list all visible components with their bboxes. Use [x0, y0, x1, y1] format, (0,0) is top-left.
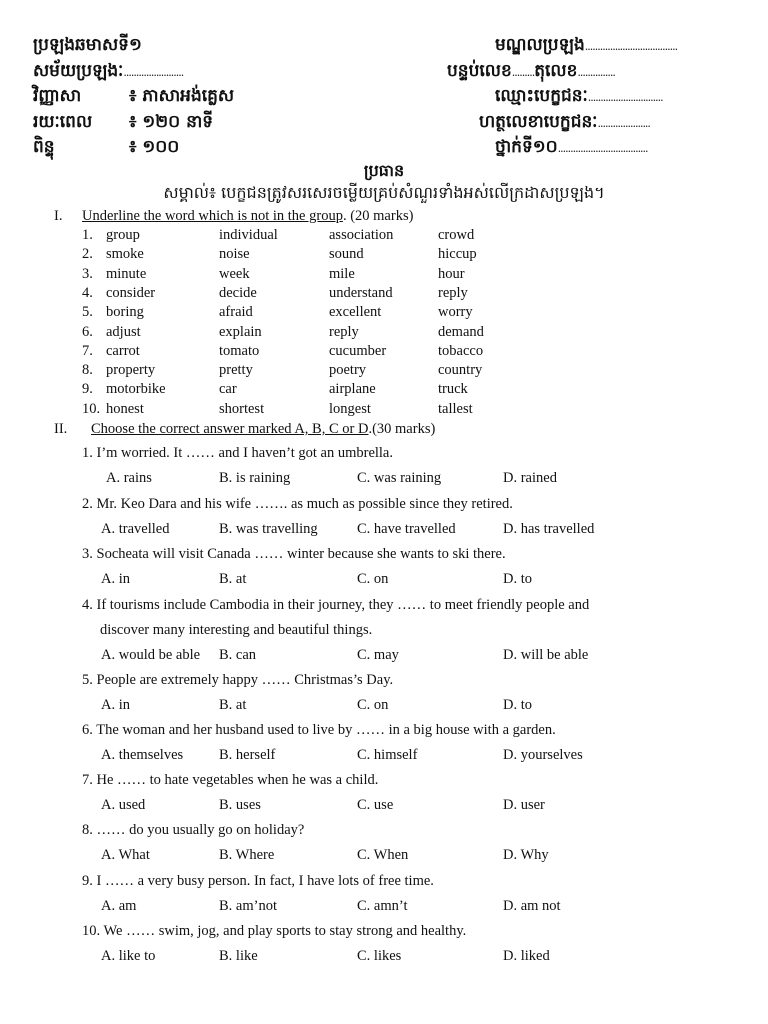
answer-option-a[interactable]: A. themselves: [101, 747, 184, 763]
answer-option-c[interactable]: C. amn’t: [357, 898, 408, 914]
question-text: 10. We …… swim, jog, and play sports to stay strong and healthy.: [82, 923, 467, 939]
header-row-3: [33, 85, 733, 111]
row-number: 10.: [82, 400, 101, 417]
question-text: 1. I’m worried. It …… and I haven’t got an umbrella.: [82, 445, 393, 461]
exam-name: ប្រឡងឆមាសទី១: [33, 35, 142, 55]
word-option[interactable]: smoke: [106, 246, 144, 263]
word-option[interactable]: explain: [219, 323, 262, 340]
answer-option-c[interactable]: C. on: [357, 697, 389, 713]
answer-option-b[interactable]: B. at: [219, 571, 247, 587]
word-option[interactable]: truck: [438, 381, 468, 398]
word-option[interactable]: group: [106, 227, 140, 243]
row-number: 3.: [82, 265, 93, 282]
word-option[interactable]: country: [438, 362, 483, 379]
question-text: 4. If tourisms include Cambodia in their journey, they …… to meet friendly people and: [82, 597, 590, 613]
subject-label: វិញ្ញាសា: [33, 86, 82, 106]
word-option[interactable]: poetry: [329, 362, 367, 379]
word-option[interactable]: association: [329, 227, 394, 243]
word-option[interactable]: carrot: [106, 342, 140, 359]
score-value: ៖ ១០០: [129, 137, 180, 157]
answer-option-b[interactable]: B. like: [219, 948, 258, 964]
instruction-note: សម្គាល់៖ បេក្ខជនត្រូវសរសេរចម្លើយគ្រប់សំណួរទាំងអស់លើក្រដាសប្រឡង។: [163, 183, 605, 202]
answer-option-a[interactable]: A. like to: [101, 948, 156, 964]
word-option[interactable]: individual: [219, 227, 278, 243]
page-title: ប្រធាន: [363, 161, 405, 180]
word-option[interactable]: longest: [329, 400, 371, 417]
word-option[interactable]: worry: [438, 304, 473, 321]
candidate-signature-label: ហត្ថលេខាបេក្ខជនៈ.....................: [479, 111, 650, 132]
answer-option-c[interactable]: C. may: [357, 647, 399, 663]
word-option[interactable]: car: [219, 381, 237, 398]
answer-options: [0, 470, 768, 490]
answer-option-a[interactable]: A. used: [101, 797, 146, 813]
word-option[interactable]: hiccup: [438, 246, 477, 263]
answer-option-b[interactable]: B. Where: [219, 847, 275, 863]
answer-options: [0, 571, 768, 591]
word-option[interactable]: minute: [106, 265, 147, 282]
answer-option-b[interactable]: B. herself: [219, 747, 276, 763]
answer-option-c[interactable]: C. use: [357, 797, 394, 813]
word-option[interactable]: demand: [438, 323, 484, 340]
candidate-name-label: ឈ្មោះបេក្ខជនៈ..............................: [495, 86, 663, 106]
answer-option-b[interactable]: B. can: [219, 647, 257, 663]
word-option[interactable]: tomato: [219, 342, 260, 359]
word-option[interactable]: crowd: [438, 227, 475, 243]
exam-center-label: មណ្ឌលប្រឡង.....................................: [495, 35, 678, 55]
question-text: 8. …… do you usually go on holiday?: [82, 822, 305, 838]
word-option[interactable]: tallest: [438, 400, 473, 417]
score-label: ពិន្ទុ: [33, 137, 55, 157]
answer-option-c[interactable]: C. on: [357, 571, 389, 587]
row-number: 7.: [82, 342, 93, 359]
answer-options: [0, 847, 768, 867]
word-option[interactable]: mile: [329, 265, 355, 282]
word-option[interactable]: tobacco: [438, 342, 484, 359]
section-2-heading: II. Choose the correct answer marked A, B, C or D.(30 marks): [54, 421, 436, 437]
word-option[interactable]: consider: [106, 284, 156, 301]
answer-option-c[interactable]: C. have travelled: [357, 521, 456, 537]
answer-option-b[interactable]: B. at: [219, 697, 247, 713]
word-option[interactable]: sound: [329, 246, 364, 263]
word-option[interactable]: understand: [329, 284, 393, 301]
row-number: 1.: [82, 227, 93, 243]
row-number: 8.: [82, 362, 93, 379]
answer-options: [0, 521, 768, 541]
word-option[interactable]: noise: [219, 246, 250, 263]
word-option[interactable]: hour: [438, 265, 465, 282]
answer-option-a[interactable]: A. travelled: [101, 521, 170, 537]
answer-option-d[interactable]: D. Why: [503, 847, 549, 863]
section-1-instruction: Underline the word which is not in the group: [82, 208, 343, 224]
row-number: 5.: [82, 304, 93, 321]
word-option[interactable]: week: [219, 265, 250, 282]
answer-option-c[interactable]: C. When: [357, 847, 409, 863]
header-row-1: [33, 34, 733, 60]
word-option[interactable]: honest: [106, 400, 144, 417]
row-number: 6.: [82, 323, 93, 340]
answer-options: [0, 797, 768, 817]
answer-option-a[interactable]: A. am: [101, 898, 137, 914]
answer-options: [0, 747, 768, 767]
row-number: 2.: [82, 246, 93, 263]
word-option[interactable]: motorbike: [106, 381, 166, 398]
answer-option-d[interactable]: D. am not: [503, 898, 561, 914]
section-1-heading: I. Underline the word which is not in the group. (20 marks): [54, 208, 414, 224]
word-option[interactable]: boring: [106, 304, 144, 321]
answer-option-c[interactable]: C. himself: [357, 747, 418, 763]
answer-options: [0, 898, 768, 918]
word-option[interactable]: excellent: [329, 304, 382, 321]
answer-option-d[interactable]: D. to: [503, 571, 532, 587]
answer-option-b[interactable]: B. is raining: [219, 470, 291, 486]
word-option[interactable]: reply: [329, 323, 359, 340]
answer-option-c[interactable]: C. likes: [357, 948, 402, 964]
answer-options: [0, 697, 768, 717]
answer-option-a[interactable]: A. What: [101, 847, 150, 863]
answer-option-d[interactable]: D. has travelled: [503, 521, 595, 537]
answer-option-d[interactable]: D. rained: [503, 470, 557, 486]
answer-option-d[interactable]: D. will be able: [503, 647, 589, 663]
question-text: 9. I …… a very busy person. In fact, I have lots of free time.: [82, 873, 434, 889]
exam-session-label: សម័យប្រឡងៈ........................: [33, 60, 184, 81]
word-option[interactable]: property: [106, 362, 156, 379]
word-option[interactable]: shortest: [219, 400, 265, 417]
word-option[interactable]: adjust: [106, 323, 141, 340]
answer-option-d[interactable]: D. liked: [503, 948, 550, 964]
answer-option-d[interactable]: D. to: [503, 697, 532, 713]
word-option[interactable]: reply: [438, 284, 468, 301]
answer-options: [0, 647, 768, 667]
question-text: 2. Mr. Keo Dara and his wife ……. as much as possible since they retired.: [82, 496, 513, 512]
header-row-2: [33, 60, 733, 86]
word-option[interactable]: decide: [219, 284, 257, 301]
question-text: 7. He …… to hate vegetables when he was a child.: [82, 772, 379, 788]
word-option[interactable]: pretty: [219, 362, 253, 379]
duration-value: ៖ ១២០ នាទី: [129, 111, 214, 132]
answer-options: [0, 948, 768, 968]
word-option[interactable]: afraid: [219, 304, 253, 321]
duration-label: រយៈពេល: [33, 111, 93, 132]
question-text: 3. Socheata will visit Canada …… winter because she wants to ski there.: [82, 546, 506, 562]
answer-option-a[interactable]: A. rains: [106, 470, 152, 486]
subject-value: ៖ ភាសាអង់គ្លេស: [129, 86, 235, 106]
room-and-desk-label: បន្ទប់លេខ.........តុលេខ...............: [447, 60, 615, 81]
answer-option-b[interactable]: B. was travelling: [219, 521, 318, 537]
word-option[interactable]: airplane: [329, 381, 376, 398]
answer-option-c[interactable]: C. was raining: [357, 470, 442, 486]
question-text: 6. The woman and her husband used to live by …… in a big house with a garden.: [82, 722, 556, 738]
answer-option-b[interactable]: B. am’not: [219, 898, 277, 914]
answer-option-d[interactable]: D. yourselves: [503, 747, 583, 763]
row-number: 4.: [82, 284, 93, 301]
question-text-continued: discover many interesting and beautiful things.: [100, 622, 373, 638]
answer-option-d[interactable]: D. user: [503, 797, 545, 813]
word-option[interactable]: cucumber: [329, 342, 387, 359]
row-number: 9.: [82, 381, 93, 398]
header-row-5: [33, 136, 733, 162]
exam-header: [33, 34, 733, 162]
question-text: 5. People are extremely happy …… Christmas’s Day.: [82, 672, 394, 688]
header-row-4: [33, 111, 733, 137]
section-2-instruction: Choose the correct answer marked A, B, C or D: [91, 421, 369, 437]
answer-option-a[interactable]: A. in: [101, 571, 130, 587]
answer-option-a[interactable]: A. would be able: [101, 647, 201, 663]
answer-option-a[interactable]: A. in: [101, 697, 130, 713]
grade-label: ថ្នាក់ទី១០....................................: [495, 137, 648, 157]
answer-option-b[interactable]: B. uses: [219, 797, 261, 813]
